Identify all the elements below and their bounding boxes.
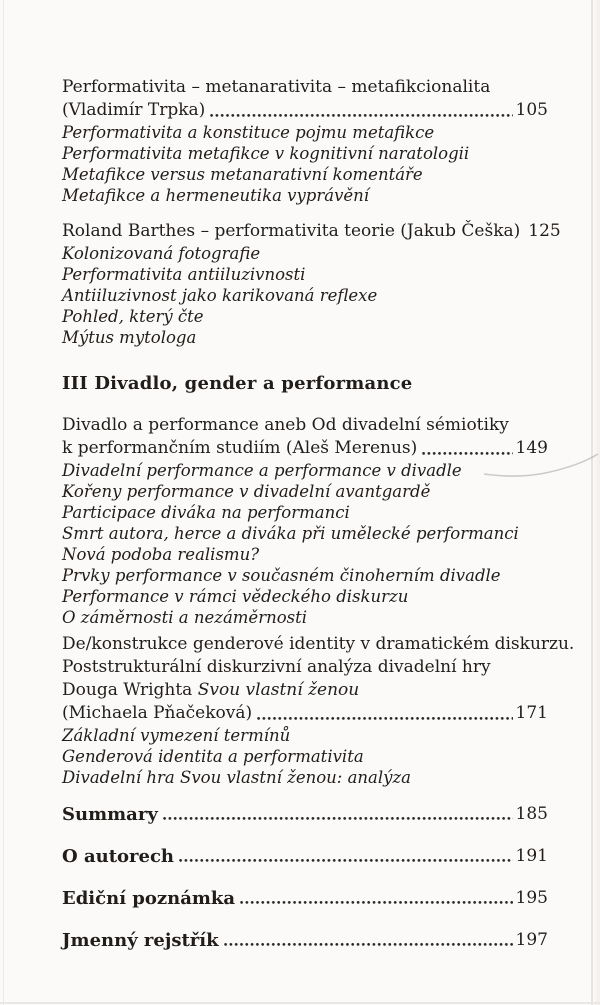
toc-entry-author: (Michaela Pňačeková) xyxy=(62,703,253,723)
toc-subsection-item: Genderová identita a performativita xyxy=(62,747,364,766)
page-number: 197 xyxy=(515,930,548,950)
backmatter-label: Summary xyxy=(62,804,158,825)
toc-subsection-list xyxy=(62,460,548,628)
page-number: 105 xyxy=(515,100,548,120)
toc-subsection-item: Prvky performance v současném činoherním divadle xyxy=(62,566,501,585)
backmatter-label: O autorech xyxy=(62,846,174,867)
toc-entry-divadlo-a-performance xyxy=(62,414,548,628)
toc-subsection-item: Divadelní hra Svou vlastní ženou: analýza xyxy=(62,768,412,787)
page-number: 125 xyxy=(528,221,561,241)
toc-subsection-item: Pohled, který čte xyxy=(62,307,204,326)
toc-entry-title-line2 xyxy=(62,437,548,460)
backmatter-label: Ediční poznámka xyxy=(62,888,236,909)
toc-subsection-item: Performativita a konstituce pojmu metafikce xyxy=(62,123,435,142)
page-number: 185 xyxy=(515,804,548,824)
toc-subsection-item: Kořeny performance v divadelní avantgardě xyxy=(62,482,431,501)
backmatter-label: Jmenný rejstřík xyxy=(62,930,219,951)
backmatter-row-edicni-poznamka xyxy=(62,887,548,910)
toc-subsection-item: Nová podoba realismu? xyxy=(62,545,260,564)
dot-leader xyxy=(257,716,512,721)
toc-entry-author-line xyxy=(62,702,548,725)
toc-subsection-item: Základní vymezení termínů xyxy=(62,726,291,745)
toc-entry-title-line3 xyxy=(62,679,548,702)
page-number: 195 xyxy=(515,888,548,908)
toc-entry-title-roman: Douga Wrighta xyxy=(62,680,198,700)
toc-entry-title: Roland Barthes – performativita teorie (Jakub Češka) xyxy=(62,221,521,241)
toc-entry-roland-barthes xyxy=(62,220,561,348)
toc-subsection-item: Antiiluzivnost jako karikovaná reflexe xyxy=(62,286,378,305)
toc-subsection-item: Metafikce versus metanarativní komentáře xyxy=(62,165,423,184)
toc-subsection-item: O záměrnosti a nezáměrnosti xyxy=(62,608,308,627)
scan-edge-left xyxy=(3,0,4,1005)
toc-subsection-item: Performance v rámci vědeckého diskurzu xyxy=(62,587,409,606)
toc-entry-performativita-metanarativita xyxy=(62,76,548,206)
toc-subsection-item: Mýtus mytologa xyxy=(62,328,197,347)
toc-subsection-list xyxy=(62,725,548,788)
toc-entry-title-line1: Divadlo a performance aneb Od divadelní sémiotiky xyxy=(62,415,509,435)
backmatter-row-jmenny-rejstrik xyxy=(62,929,548,952)
toc-subsection-item: Smrt autora, herce a diváka při umělecké performanci xyxy=(62,524,519,543)
toc-entry-title: Performativita – metanarativita – metafikcionalita xyxy=(62,77,491,97)
toc-subsection-item: Metafikce a hermeneutika vyprávění xyxy=(62,186,370,205)
toc-entry-title-continued: k performančním studiím (Aleš Merenus) xyxy=(62,438,418,458)
dot-leader xyxy=(163,816,513,821)
toc-subsection-list xyxy=(62,122,548,206)
toc-subsection-item: Performativita antiiluzivnosti xyxy=(62,265,306,284)
toc-entry-dekonstrukce-genderove-identity xyxy=(62,633,575,788)
dot-leader xyxy=(240,900,513,905)
backmatter-row-summary xyxy=(62,803,548,826)
toc-entry-title-line1: De/konstrukce genderové identity v dramatickém diskurzu. xyxy=(62,634,575,654)
scan-edge-right-band xyxy=(593,0,600,1005)
dot-leader xyxy=(422,451,512,456)
dot-leader xyxy=(210,113,512,118)
toc-entry-title-work-name: Svou vlastní ženou xyxy=(197,680,360,700)
toc-entry-title-line2: Poststrukturální diskurzivní analýza divadelní hry xyxy=(62,657,491,677)
scan-edge-bottom xyxy=(0,1002,600,1004)
dot-leader xyxy=(179,858,513,863)
page-number: 171 xyxy=(515,703,548,723)
part-header-divadlo-gender-performance: III Divadlo, gender a performance xyxy=(62,373,413,394)
page-number: 149 xyxy=(515,438,548,458)
toc-subsection-item: Divadelní performance a performance v divadle xyxy=(62,461,462,480)
toc-subsection-item: Performativita metafikce v kognitivní naratologii xyxy=(62,144,470,163)
page-number: 191 xyxy=(515,846,548,866)
dot-leader xyxy=(224,942,513,947)
toc-subsection-item: Participace diváka na performanci xyxy=(62,503,350,522)
toc-entry-title-line xyxy=(62,220,561,243)
toc-entry-author: (Vladimír Trpka) xyxy=(62,100,206,120)
toc-subsection-item: Kolonizovaná fotografie xyxy=(62,244,261,263)
backmatter-list xyxy=(62,803,548,952)
scan-edge-right xyxy=(591,0,593,1005)
toc-subsection-list xyxy=(62,243,548,348)
backmatter-row-o-autorech xyxy=(62,845,548,868)
table-of-contents-page xyxy=(62,0,575,952)
toc-entry-author-line xyxy=(62,99,548,122)
